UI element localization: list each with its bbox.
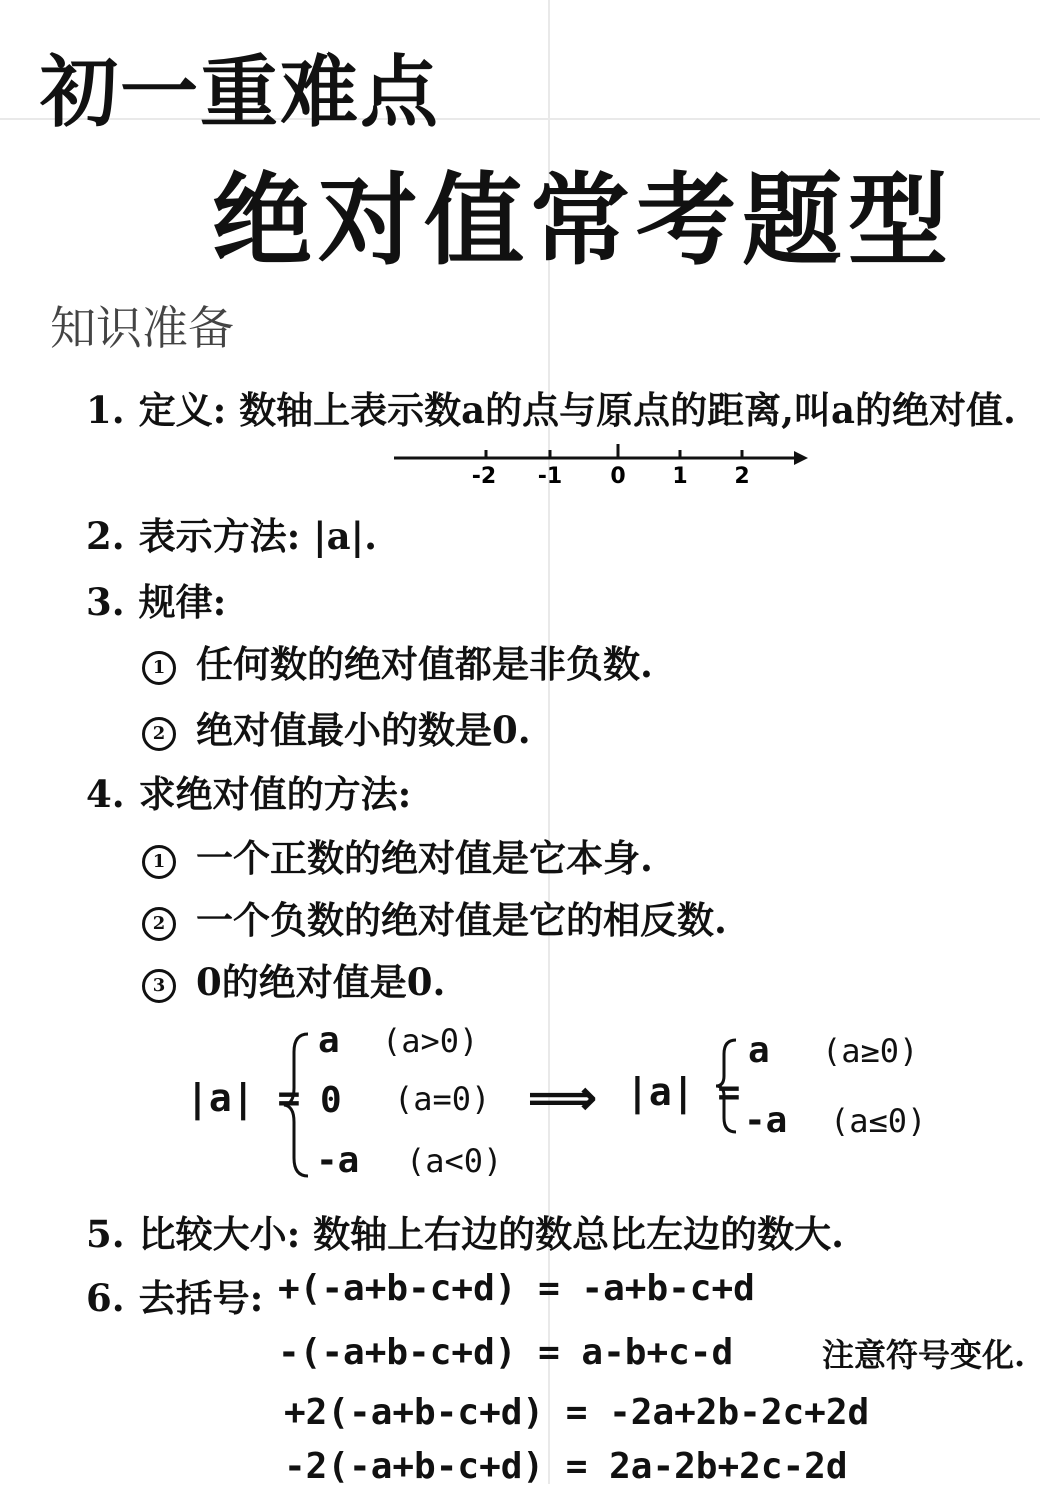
method-text: 一个负数的绝对值是它的相反数. [196, 898, 727, 942]
notation-item [86, 506, 377, 560]
tick-label: 2 [734, 464, 750, 489]
item-number: 4. [86, 772, 125, 816]
circled-marker: 2 [142, 717, 176, 751]
notation-text: 表示方法: |a|. [138, 514, 377, 558]
method-text: 一个正数的绝对值是它本身. [196, 836, 653, 880]
left-brace [712, 1036, 742, 1136]
method-item [142, 828, 653, 882]
bracket-rule-line: -2(-a+b-c+d) = 2a-2b+2c-2d [284, 1446, 848, 1487]
brackets-heading-text: 去括号: [138, 1276, 264, 1320]
definition-item [86, 380, 1016, 434]
implies-arrow: ⟹ [528, 1070, 597, 1126]
item-number: 5. [86, 1212, 125, 1256]
rule-text: 任何数的绝对值都是非负数. [196, 642, 653, 686]
circled-marker: 3 [142, 969, 176, 1003]
case-value: -a [744, 1100, 788, 1141]
rule-item [142, 634, 653, 688]
bracket-rule-line: -(-a+b-c+d) = a-b+c-d [278, 1332, 734, 1373]
methods-heading-text: 求绝对值的方法: [138, 772, 412, 816]
item-number: 3. [86, 580, 125, 624]
method-text: 0的绝对值是0. [196, 960, 446, 1004]
tick-label: -1 [537, 464, 563, 489]
section-heading: 知识准备 [50, 301, 234, 355]
tick-label: 1 [672, 464, 688, 489]
case-condition: (a≥0) [822, 1032, 919, 1070]
title-line-2: 绝对值常考题型 [212, 162, 954, 279]
sign-change-note: 注意符号变化. [822, 1336, 1026, 1374]
rule-text: 绝对值最小的数是0. [196, 708, 531, 752]
case-condition: (a=0) [394, 1080, 491, 1118]
case-value: a [748, 1030, 770, 1071]
item-number: 2. [86, 514, 125, 558]
compare-text: 比较大小: 数轴上右边的数总比左边的数大. [138, 1212, 845, 1256]
brackets-heading [86, 1268, 263, 1322]
case-condition: (a<0) [406, 1142, 503, 1180]
rule-item [142, 700, 531, 754]
piecewise-lhs-simplified: |a| = [626, 1070, 741, 1114]
piecewise-lhs: |a| = [186, 1076, 301, 1120]
case-value: a [318, 1020, 340, 1061]
rules-heading [86, 572, 226, 626]
left-brace [280, 1030, 314, 1180]
circled-marker: 1 [142, 651, 176, 685]
compare-item [86, 1204, 844, 1258]
case-condition: (a>0) [382, 1022, 479, 1060]
method-item [142, 952, 445, 1006]
case-condition: (a≤0) [830, 1102, 927, 1140]
case-value: -a [316, 1140, 360, 1181]
definition-text: 定义: 数轴上表示数a的点与原点的距离,叫a的绝对值. [138, 388, 1016, 432]
tick-label: 0 [610, 464, 626, 489]
methods-heading [86, 764, 411, 818]
item-number: 1. [86, 388, 125, 432]
method-item [142, 890, 727, 944]
bracket-rule-line: +(-a+b-c+d) = -a+b-c+d [278, 1268, 755, 1309]
bracket-rule-line: +2(-a+b-c+d) = -2a+2b-2c+2d [284, 1392, 870, 1433]
item-number: 6. [86, 1276, 125, 1320]
rules-heading-text: 规律: [138, 580, 227, 624]
number-line [390, 438, 820, 490]
tick-label: -2 [471, 464, 497, 489]
case-value: 0 [320, 1080, 342, 1121]
title-line-1: 初一重难点 [40, 48, 441, 138]
circled-marker: 2 [142, 907, 176, 941]
number-line-arrowhead [794, 451, 808, 465]
circled-marker: 1 [142, 845, 176, 879]
